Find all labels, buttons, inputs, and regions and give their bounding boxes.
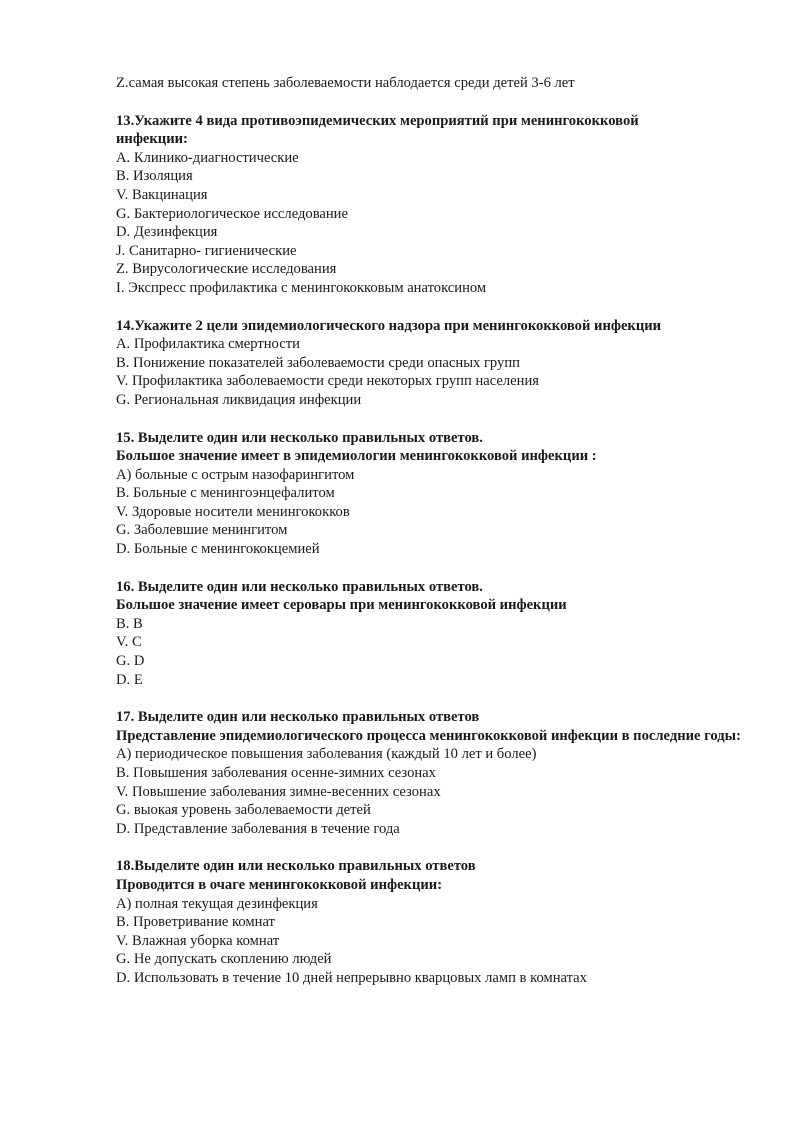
answer-option: I. Экспресс профилактика с менингококковым анатоксином [116, 279, 487, 296]
answer-option: D. Дезинфекция [116, 224, 218, 241]
intro-line: Z.самая высокая степень заболеваемости наблодается среди детей 3-6 лет [116, 75, 575, 91]
question-block [116, 317, 744, 410]
answer-option: V. C [116, 634, 142, 651]
answer-option: B. Повышения заболевания осенне-зимних сезонах [116, 765, 436, 781]
question-title: Представление эпидемиологического процесса менингококковой инфекции в последние годы: [116, 727, 741, 744]
question-title: 16. Выделите один или несколько правильных ответов. [116, 578, 483, 595]
answer-option: B. Понижение показателей заболеваемости среди опасных групп [116, 354, 520, 371]
answer-option: G. Региональная ликвидация инфекции [116, 391, 362, 408]
answer-option: J. Санитарно- гигиенические [116, 242, 297, 259]
answer-option: G. Бактериологическое исследование [116, 205, 348, 222]
answer-option: V. Здоровые носители менингококков [116, 503, 350, 520]
question-title: 15. Выделите один или несколько правильных ответов. [116, 429, 483, 446]
question-title: 17. Выделите один или несколько правильных ответов [116, 709, 480, 726]
question-title: Большое значение имеет в эпидемиологии менингококковой инфекции : [116, 448, 597, 465]
answer-option: V. Профилактика заболеваемости среди некоторых групп населения [116, 373, 539, 390]
answer-option: A. Клинико-диагностические [116, 149, 299, 166]
answer-option: A) периодическое повышения заболевания (каждый 10 лет и более) [116, 746, 537, 763]
answer-option: D. Использовать в течение 10 дней непрерывно кварцовых ламп в комнатах [116, 969, 587, 986]
question-title: Большое значение имеет серовары при менингококковой инфекции [116, 597, 567, 614]
question-title: инфекции: [116, 131, 188, 148]
answer-option: B. B [116, 615, 143, 632]
question-title: 18.Выделите один или несколько правильных ответов [116, 858, 476, 875]
answer-option: B. Проветривание комнат [116, 914, 275, 931]
answer-option: V. Повышение заболевания зимне-весенних сезонах [116, 783, 441, 800]
answer-option: B. Больные с менингоэнцефалитом [116, 485, 335, 502]
question-title: 13.Укажите 4 вида противоэпидемических мероприятий при менингококковой [116, 112, 639, 129]
answer-option: V. Влажная уборка комнат [116, 932, 280, 949]
question-list [116, 112, 744, 988]
question-title: 14.Укажите 2 цели эпидемиологического надзора при менингококковой инфекции [116, 317, 662, 334]
question-block [116, 857, 744, 987]
question-block [116, 708, 744, 838]
answer-option: G. выокая уровень заболеваемости детей [116, 802, 371, 819]
answer-option: D. Больные с менингококцемией [116, 541, 320, 558]
answer-option: G. D [116, 653, 145, 670]
answer-option: A. Профилактика смертности [116, 336, 300, 353]
question-block [116, 112, 744, 298]
answer-option: V. Вакцинация [116, 186, 208, 203]
answer-option: D. Представление заболевания в течение года [116, 820, 400, 837]
answer-option: A) больные с острым назофарингитом [116, 466, 355, 483]
answer-option: B. Изоляция [116, 168, 193, 185]
question-title: Проводится в очаге менингококковой инфекции: [116, 876, 443, 893]
answer-option: G. Не допускать скоплению людей [116, 951, 332, 968]
question-block [116, 429, 744, 559]
answer-option: A) полная текущая дезинфекция [116, 895, 318, 912]
answer-option: G. Заболевшие менингитом [116, 522, 288, 539]
document-page [116, 74, 744, 988]
answer-option: Z. Вирусологические исследования [116, 261, 337, 278]
question-block [116, 578, 744, 690]
answer-option: D. E [116, 671, 143, 688]
